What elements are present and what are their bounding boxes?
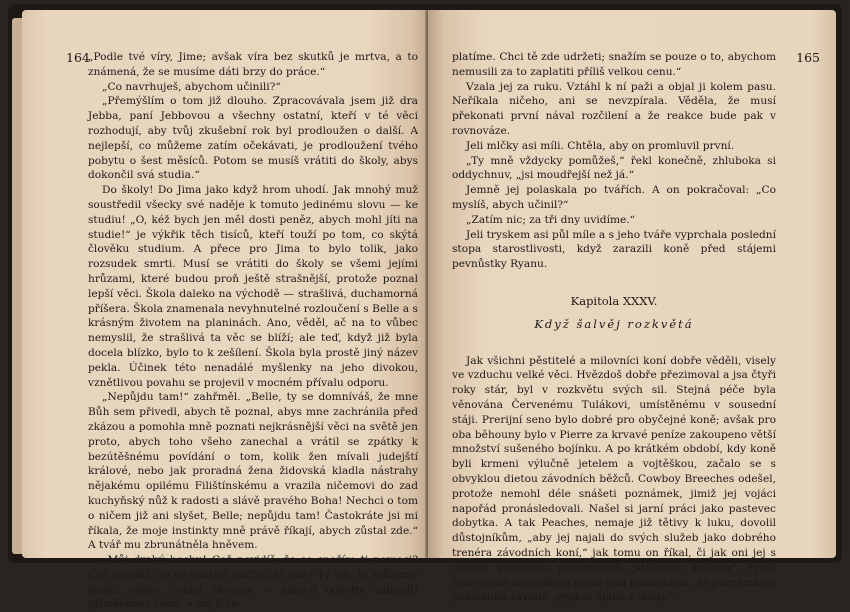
paragraph: Jeli tryskem asi půl míle a s jeho tváře vyprchala poslední stopa starostlivosti, když zarazili koně před stájemi pevnůstky Ryanu. [452,228,776,271]
paragraph: „Co navrhuješ, abychom učinili?“ [102,80,281,93]
paragraph: Vzala jej za ruku. Vztáhl k ní paži a objal ji kolem pasu. Neříkala ničeho, ani se nevzpírala. Věděla, že musí překonati první nával rozčilení a že reakce bude pak v rovnováze. [452,80,776,137]
paragraph: „Přemýšlím o tom již dlouho. Zpracovávala jsem již dra Jebba, paní Jebbovou a všechny ostatní, kteří v té věci rozhodují, aby tvůj zkušební rok byl prodloužen o další. A nejlepší, co můžeme zatím očekávati, je prodloužení tvého pobytu o šest měsíců. Potom se musíš vrátiti do školy, abys dokončil svá studia.“ [88,95,418,182]
chapter-subtitle: Když šalvěj rozkvětá [534,316,694,331]
open-book [8,4,842,611]
paragraph: Jemně jej polaskala po tvářích. A on pokračoval: „Co myslíš, abych učinil?“ [452,184,776,211]
chapter-heading: Kapitola XXXV. [570,293,658,308]
paragraph: „Zatím nic; za tři dny uvidíme.“ [466,213,636,226]
paragraph: Do školy! Do Jima jako když hrom uhodí. Jak mnohý muž soustředil všecky své naděje k tomuto jedinému slovu — ke studiu! „O, kéž bych jen měl dosti peněz, abych mohl jíti na studie!“ je výkřik těch tisíců, kteří touží po tom, co skýtá člověku studium. A přece pro Jima to bylo tolik, jako rozsudek smrti. Musí se vrátiti do školy se všemi jejími hrůzami, které budou proň ještě strašnější, protože poznal lepší věci. Škola daleko na východě — strašlivá, duchamorná příšera. Škola znamenala nevyhnutelné rozloučení s Belle a s krásným životem na planinách. Ano, věděl, ač na to vůbec nemyslil, že strašlivá ta věc se blíží; ale teď, když již byla docela blízko, bylo to k zešílení. Škola byla prostě jiný název pekla. Účinek této nenadálé myšlenky na jeho divokou, vznětlivou povahu se projevil v mocném přívalu odporu. [88,184,418,389]
left-page-text [88,50,418,612]
paragraph: Jak všichni pěstitelé a milovníci koní dobře věděli, visely ve vzduchu velké věci. Hvězdoš dobře přezimoval a jsa čtyři roky stár, byl v rozkvětu svých sil. Stejná péče byla věnována Červenému Tulákovi, umístěnému v sousední stáji. Prerijní seno bylo dobré pro obyčejné koně; avšak pro oba běhouny bylo v Pierre za krvavé peníze zakoupeno větší množství sušeného bojínku. A po krátkém období, kdy koně byli krmeni výlučně jetelem a vojtěškou, začalo se s obvyklou dietou závodních běžců. Cowboy Breeches odešel, protože nemohl déle snášeti poznámek, jimiž jej vojáci napořád pronásledovali. Našel si jarní práci jako pastevec dobytka. A tak Peaches, nemaje již tětivy k luku, dovolil důstojníkům, „aby jej najali do svých služeb jako dobrého trenéra závodních koní,“ jak tomu on říkal, či jak oni jej s drsnou prostotou pojmenovali „stájovým klukem“. Přijal toto velice odpovědné místo pod podmínkou, že poznámky o posledním závodě „vyjdou úplně z módy“. [452,354,776,604]
right-page [428,10,836,604]
left-page [22,10,428,611]
paragraph: „Podle tvé víry, Jime; avšak víra bez skutků je mrtva, a to známená, že se musíme dáti brzy do práce.“ [88,51,418,78]
right-page-text [452,50,776,605]
paragraph: „Ty mně vždycky pomůžeš,“ řekl konečně, zhluboka si oddychnuv, „jsi moudřejší než já.“ [452,154,776,182]
paragraph: platíme. Chci tě zde udržeti; snažím se pouze o to, abychom nemusili za to zaplatiti příliš velkou cenu.“ [452,51,776,78]
paragraph: „Nepůjdu tam!“ zahřměl. „Belle, ty se domníváš, že mne Bůh sem přivedl, abych tě poznal, abys mne zachránila před zkázou a pomohla mně poznati nejkrásnější věci na světě jen proto, abych toho všeho zanechal a vrátil se zpátky k bezútěšnému povídání o tom, kolik žen mívali judejští králové, nebo jak proradná žena židovská kladla nástrahy nějakému opilému Filištínskému a vrazila ničemovi do zad kuchyňský nůž k radosti a slávě pravého Boha! Nechci o tom o ničem již ani slyšet, Belle; nepůjdu tam! Častokráte jsi mi říkala, že moje instinkty mně právě říkají, abych zůstal zde.“ A tvář mu zbrunátněla hněvem. [88,391,418,552]
paragraph: Jeli mlčky asi míli. Chtěla, aby on promluvil první. [466,139,735,152]
left-page-number: 164 [66,50,90,65]
paragraph: „Můj drahý hochu! Což nevidíš, že se snažím ti pomoci? Což nevidíš, že se snažím udržeti tě zde? Ty víš, že můžeme dosíci všeho, cokoli chceme — jsme-li ochotni zaplatiti přiměřenou cenu, a my ji za- [88,554,418,611]
right-page-number: 165 [796,50,820,65]
